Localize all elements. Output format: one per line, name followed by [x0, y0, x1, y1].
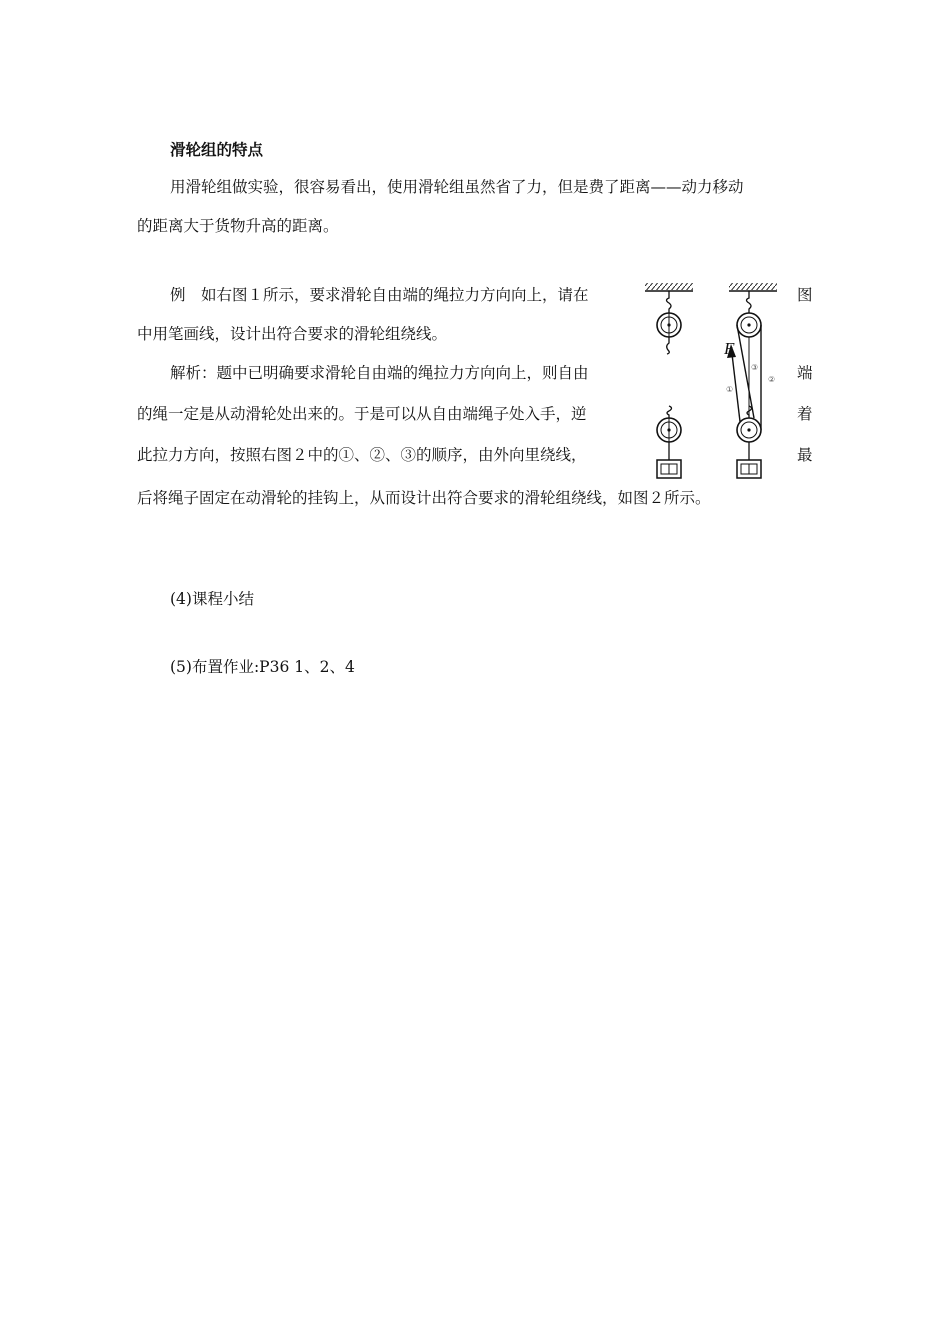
- analysis-line: 的绳一定是从动滑轮处出来的。于是可以从自由端绳子处入手，逆: [137, 405, 587, 423]
- marker-2: ②: [768, 375, 776, 384]
- analysis-line-end: 着: [797, 405, 813, 423]
- homework: (5)布置作业:P36 1、2、4: [170, 658, 355, 676]
- pulley-figure: [640, 280, 790, 485]
- figure2-pulley-setup: [723, 283, 777, 478]
- example-line: 例 如右图１所示，要求滑轮自由端的绳拉力方向向上，请在: [170, 286, 589, 304]
- analysis-line-end: 端: [797, 364, 813, 382]
- analysis-line: 解析：题中已明确要求滑轮自由端的绳拉力方向向上，则自由: [170, 364, 589, 382]
- ceiling-icon: [645, 283, 693, 290]
- paragraph-line: 用滑轮组做实验，很容易看出，使用滑轮组虽然省了力，但是费了距离——动力移动: [170, 178, 744, 196]
- marker-3: ③: [751, 363, 759, 372]
- analysis-line-end: 最: [797, 446, 813, 464]
- marker-1: ①: [726, 385, 734, 394]
- section-title: 滑轮组的特点: [170, 141, 264, 159]
- paragraph-line: 的距离大于货物升高的距离。: [137, 217, 339, 235]
- example-line: 中用笔画线，设计出符合要求的滑轮组绕线。: [137, 325, 448, 343]
- example-line-end: 图: [797, 286, 813, 304]
- figure1-pulley-setup: [645, 283, 693, 478]
- ceiling-icon: [729, 283, 777, 290]
- course-summary: (4)课程小结: [170, 590, 254, 608]
- force-label: F: [724, 339, 735, 358]
- analysis-line: 后将绳子固定在动滑轮的挂钩上，从而设计出符合要求的滑轮组绕线，如图２所示。: [137, 489, 711, 507]
- analysis-line: 此拉力方向，按照右图２中的①、②、③的顺序，由外向里绕线，: [137, 446, 587, 464]
